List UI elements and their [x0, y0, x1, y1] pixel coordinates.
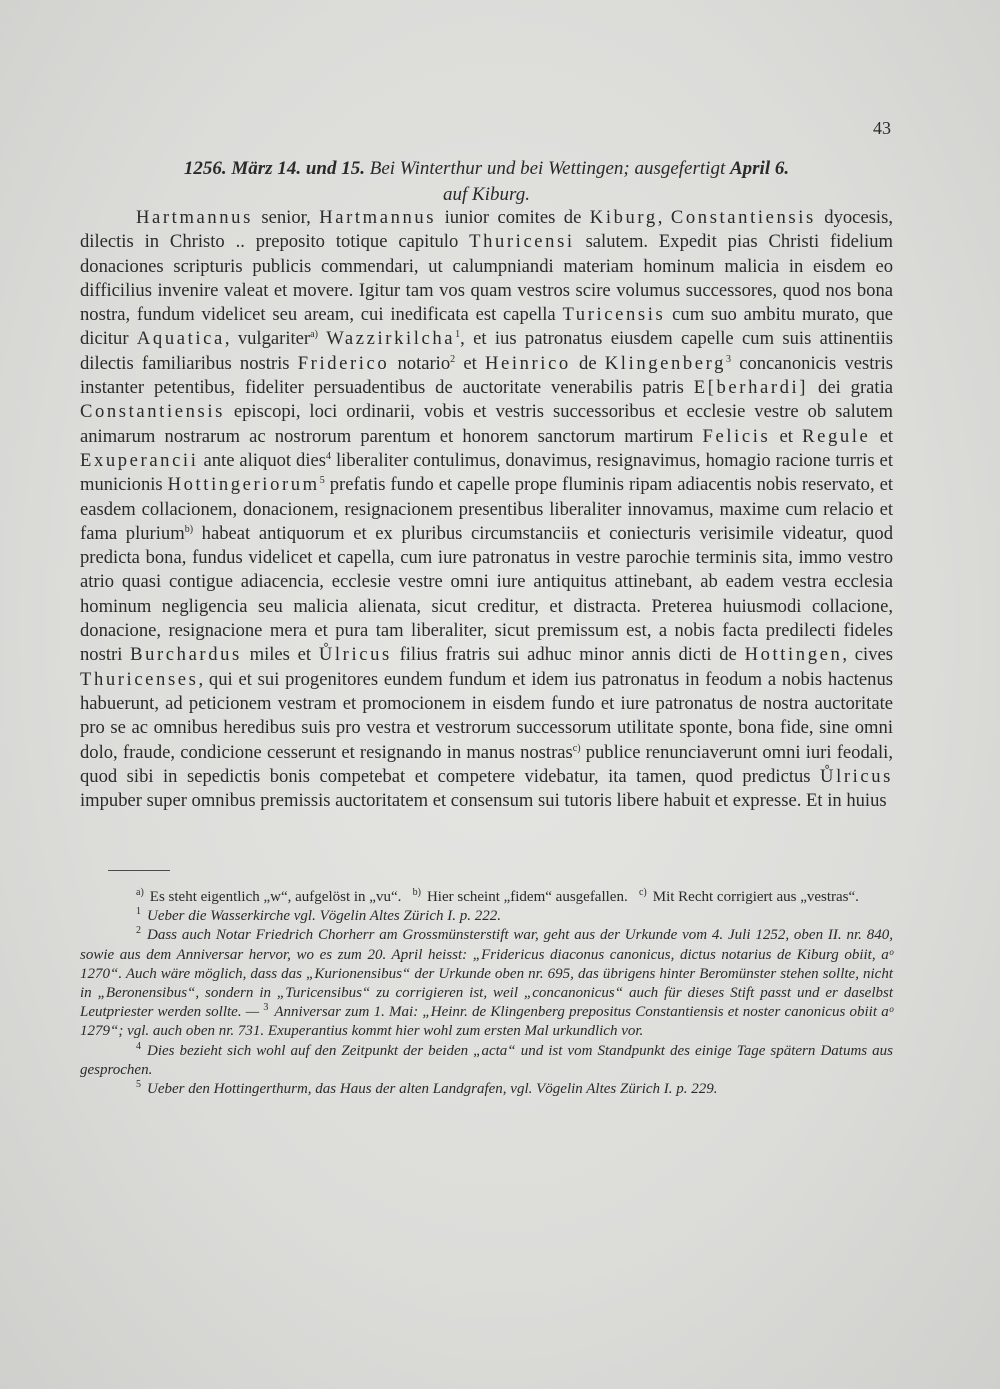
footnote-divider: [108, 870, 170, 871]
text-run: miles et: [241, 644, 319, 666]
text-run: salutem. Expedit pias Christi fidelium donaciones scripturis publicis commendari, ut calumpniandi materiam hominum malicia in eisdem eo difficilius invenire valeat et movere. Igitur tam vos quam vestros scire volumus successores, quod nos bona nostra, fundum videlicet seu aream, cui inedificata est capella: [80, 231, 893, 326]
footnote-text: Mit Recht corrigiert aus „vestras“.: [652, 889, 859, 905]
text-run: ,: [657, 207, 671, 228]
spaced-name: Constantiensis: [670, 207, 816, 228]
footnote-ref: 4: [326, 450, 332, 462]
spaced-name: Hottingeriorum: [167, 474, 320, 496]
text-run: iunior comites de: [436, 207, 590, 228]
footnote-ref: 2: [450, 353, 456, 365]
footnote-text: Dass auch Notar Friedrich Chorherr am Grossmünsterstift war, geht aus der Urkunde vom 4. Juli 1252, oben II. nr. 840, sowie aus dem Anniversar hervor, wo es zum 20. April heisst: „Fridericus diaconus canonicus, dictus notarius de Kiburg obiit, aᵒ 1270“. Auch wäre möglich, dass das „Kurionensibus“ der Urkunde oben nr. 695, das übrigens hinter Beromünster stehen sollte, nicht in „Beronensibus“, sondern in „Turicensibus“ zu corrigieren ist, weil „concanonicus“ auch für dieses Stift passt und er daselbst Leutpriester werden sollte. —: [80, 927, 893, 1021]
text-run: , cives: [842, 644, 893, 666]
text-run: impuber super omnibus premissis auctoritatem et consensum sui tutoris libere habuit et expresse. Et in huius: [80, 790, 887, 812]
footnote-textcritical: [80, 888, 893, 907]
footnote-marker: a): [136, 887, 144, 898]
text-run: concanonicis vestris instanter petentibus, fideliter persuadentibus de auctoritate venerabilis patris: [80, 352, 893, 399]
spaced-name: Kiburg: [589, 207, 658, 228]
text-run: de: [570, 352, 605, 374]
spaced-name: Ůlricus: [820, 765, 893, 787]
text-run: liberaliter contulimus, donavimus, resignavimus, homagio racione turris et municionis: [80, 449, 893, 496]
heading-place-note: Bei Winterthur und bei Wettingen; ausgefertigt: [369, 158, 726, 179]
text-run: dei gratia: [808, 377, 893, 399]
footnote-ref: a): [310, 329, 318, 341]
spaced-name: Regule: [802, 425, 871, 447]
footnote-text: Ueber die Wasserkirche vgl. Vögelin Altes Zürich I. p. 222.: [147, 908, 501, 925]
footnote-4: [80, 1042, 893, 1080]
spaced-name: Thuricensi: [469, 231, 575, 253]
footnote-ref: 3: [726, 353, 732, 365]
footnote-text: Dies bezieht sich wohl auf den Zeitpunkt der beiden „acta“ und ist vom Standpunkt des einige Tage spätern Datums aus gesprochen.: [80, 1042, 893, 1078]
footnote-marker: 1: [136, 906, 141, 918]
footnote-ref: 5: [319, 475, 325, 487]
spaced-name: E[berhardi]: [693, 377, 809, 399]
text-run: cum suo ambitu murato, que dicitur: [80, 304, 894, 350]
text-run: et: [455, 352, 485, 374]
text-run: ante aliquot dies: [198, 449, 327, 471]
spaced-name: Aquatica: [136, 328, 225, 350]
text-run: episcopi, loci ordinarii, vobis et vestris successoribus et ecclesie vestre ob salutem animarum nostrarum ac nostrorum parentum et honorem sanctorum martirum: [80, 401, 893, 447]
text-run: prefatis fundo et capelle prope fluminis ripam adiacentis nobis reservato, et easdem collacionem, donacionem, resignacionem presentibus liberaliter innovamus, maxime cum relacio et fama plurium: [80, 474, 893, 544]
document-heading: [80, 156, 893, 208]
text-run: et: [770, 425, 803, 447]
heading-issue-date: April 6.: [729, 158, 790, 179]
text-run: dyocesis, dilectis in Christo .. preposito totique capitulo: [80, 207, 893, 253]
spaced-name: Heinrico: [484, 352, 571, 374]
footnote-marker: 3: [263, 1002, 269, 1014]
spaced-name: Felicis: [702, 425, 771, 447]
footnote-marker: b): [412, 887, 421, 898]
text-run: [318, 328, 326, 349]
footnote-5: [136, 1080, 893, 1099]
footnote-2: [80, 926, 893, 1041]
spaced-name: Hartmannus: [319, 207, 437, 228]
spaced-name: Ůlricus: [318, 644, 392, 666]
text-run: publice renunciaverunt omni iuri feodali, quod sibi in sepedictis bonis competebat et competere videbatur, ita tamen, quod predictus: [80, 741, 893, 787]
footnote-marker: 2: [136, 925, 141, 937]
footnote-text: Es steht eigentlich „w“, aufgelöst in „vu“.: [149, 889, 402, 905]
spaced-name: Burchardus: [130, 644, 242, 666]
spaced-name: Constantiensis: [80, 401, 225, 423]
footnote-text: Hier scheint „fidem“ ausgefallen.: [426, 889, 628, 905]
text-run: et: [870, 425, 893, 447]
spaced-name: Hartmannus: [136, 207, 253, 228]
spaced-name: Wazzirkilcha: [326, 328, 456, 350]
spaced-name: Friderico: [297, 352, 390, 374]
footnote-text: Anniversar zum 1. Mai: „Heinr. de Klingenberg prepositus Constantiensis et noster canonicus obiit aᵒ 1279“; vgl. auch oben nr. 731. Exuperantius kommt hier wohl zum ersten Mal urkundlich vor.: [80, 1004, 894, 1040]
footnote-ref: c): [572, 742, 581, 754]
text-run: , qui et sui progenitores eundem fundum et idem ius patronatus in feodum a nobis hactenus habuerunt, ad peticionem vestram et promocionem in eisdem fundo et iure patronatus de nostra auctoritate pro se ac omnibus heredibus suis pro vestra et vestrorum successorum utilitate sponte, bona fide, sine omni dolo, fraude, condicione cesserunt et resignando in manus nostras: [80, 668, 893, 763]
text-run: senior,: [252, 207, 320, 228]
footnote-1: [136, 907, 893, 926]
charter-paragraph: [80, 206, 893, 813]
footnote-text: Ueber den Hottingerthurm, das Haus der alten Landgrafen, vgl. Vögelin Altes Zürich I. p. 229.: [147, 1081, 718, 1098]
heading-date: 1256. März 14. und 15.: [183, 158, 365, 179]
text-run: , vulgariter: [224, 328, 311, 350]
footnote-ref: 1: [455, 329, 461, 341]
page-number: 43: [873, 118, 891, 138]
spaced-name: Hottingen: [744, 644, 843, 666]
spaced-name: Exuperancii: [80, 449, 199, 471]
text-run: filius fratris sui adhuc minor annis dicti de: [391, 644, 745, 666]
spaced-name: Klingenberg: [604, 352, 727, 374]
footnotes: [80, 888, 893, 1099]
footnote-marker: 5: [136, 1079, 141, 1091]
charter-text: [80, 206, 893, 813]
text-run: , et ius patronatus eiusdem capelle cum suis attinentiis dilectis familiaribus nostris: [80, 328, 894, 374]
spaced-name: Thuricenses: [80, 668, 199, 690]
heading-issue-place: auf Kiburg.: [443, 184, 530, 205]
footnote-ref: b): [184, 523, 194, 535]
text-run: notario: [389, 352, 451, 374]
spaced-name: Turicensis: [562, 304, 666, 326]
footnote-marker: 4: [136, 1040, 141, 1052]
footnote-marker: c): [638, 887, 647, 898]
text-run: habeat antiquorum et ex pluribus circumstanciis et coniecturis verisimile videatur, quod predicta bona, fundus videlicet et capella, cum iure patronatus in vestre parochie terminis sita, immo vestro atrio quasi contigue adiacencia, ecclesie vestre omni iure antiquitus attinebant, ab eadem vestra ecclesia hominum negligencia seu malicia alienata, sicut creditur, et distracta. Preterea huiusmodi collacione, donacione, resignacione mera et pura tam liberaliter, sicut premissum est, a nobis facta predilecti fideles nostri: [80, 522, 894, 666]
